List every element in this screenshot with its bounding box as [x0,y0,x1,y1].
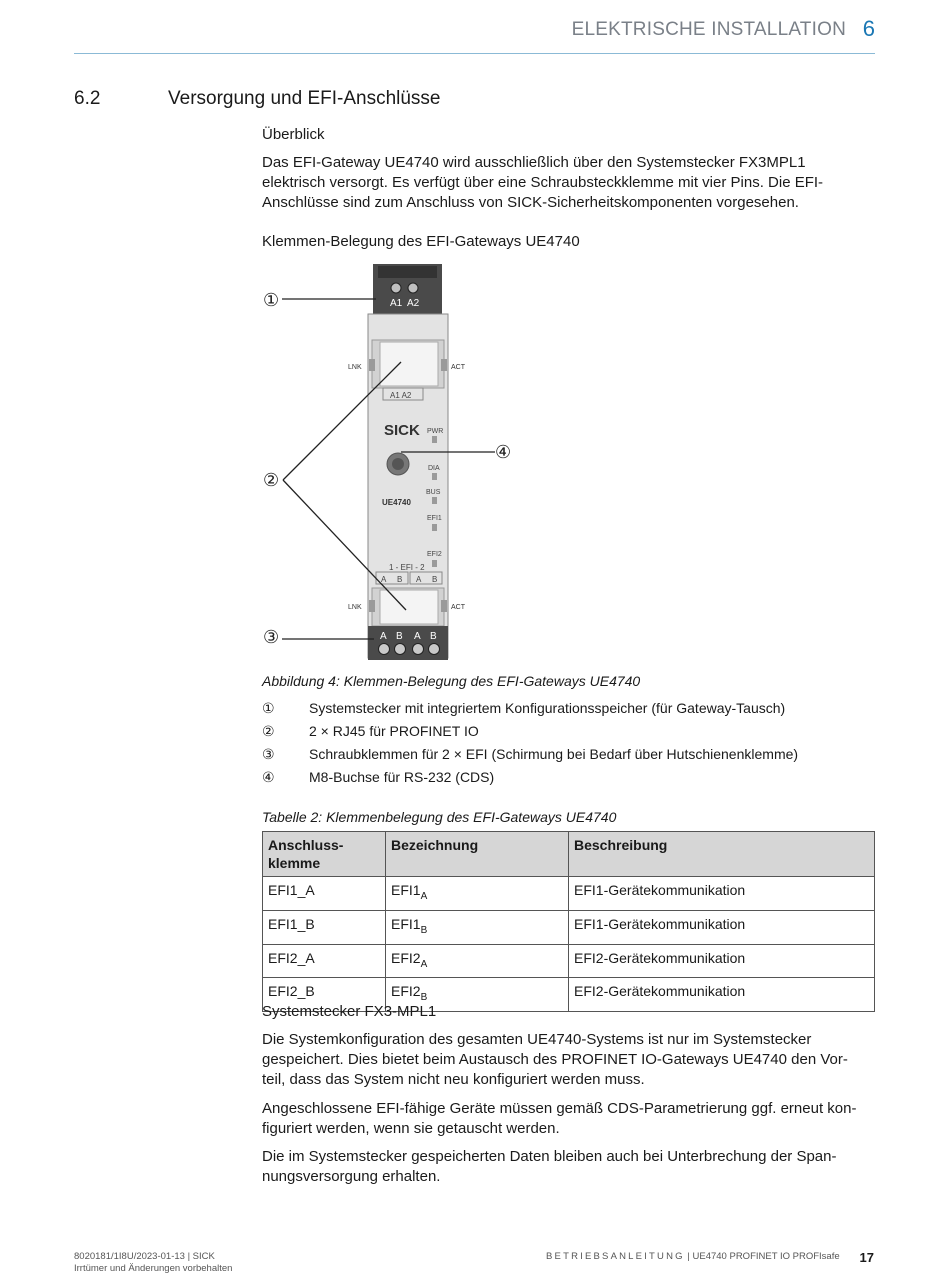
table-row: EFI2_B $EFI2_B$ EFI2-Gerätekommunikation [263,978,875,1012]
callout-3: ③ [263,627,280,647]
chapter-title: ELEKTRISCHE INSTALLATION [571,19,846,40]
svg-text:A: A [380,631,387,642]
header-rule [74,53,875,54]
rj45-port-bottom [380,590,438,624]
svg-text:B: B [432,575,438,584]
footer-manual: BETRIEBSANLEITUNG | UE4740 PROFINET IO PROFIsafe [546,1251,840,1262]
figure-heading: Klemmen-Belegung des EFI-Gateways UE4740 [262,233,580,250]
legend-item: ③ Schraubklemmen für 2 × EFI (Schirmung bei Bedarf über Hutschienenklemme) [262,746,799,762]
system-plug-paragraph-2: Angeschlossene EFI-fähige Geräte müssen gemäß CDS-Parametrierung ggf. erneut kon- figuriert werden, wenn sie getauscht werden. [262,1100,857,1137]
terminal-label: A1 A2 [390,391,412,400]
top-terminal-a1: A1 [390,298,403,309]
legend-item: ② 2 × RJ45 für PROFINET IO [262,723,479,739]
col-header-terminal: Anschluss- klemme [263,832,386,877]
svg-text:A: A [381,575,387,584]
efi-label: 1 - EFI - 2 [389,563,425,572]
system-plug-heading: Systemstecker FX3-MPL1 [262,1003,437,1020]
led-pwr-label: PWR [427,428,444,435]
led-efi1-label: EFI1 [427,515,442,522]
svg-text:B: B [396,631,403,642]
page-number: 17 [859,1250,874,1265]
rj45-port-top [380,342,438,386]
callout-1: ① [263,290,280,310]
overview-heading: Überblick [262,126,325,143]
section-title: Versorgung und EFI-Anschlüsse [168,88,441,109]
figure-caption: Abbildung 4: Klemmen-Belegung des EFI-Gateways UE4740 [262,673,641,689]
overview-paragraph: Das EFI-Gateway UE4740 wird ausschließlich über den Systemstecker FX3MPL1 elektrisch versorgt. Es verfügt über eine Schraubsteckklemme mit vier Pins. Die EFI- Anschlüsse sind zum Anschluss von SICK-Sicherheitskomponenten vorgesehen. [262,154,824,211]
svg-text:A: A [416,575,422,584]
act-label-top: ACT [451,364,465,371]
svg-text:A: A [414,631,421,642]
svg-text:B: B [397,575,403,584]
table-row: EFI2_A $EFI2_A$ EFI2-Gerätekommunikation [263,944,875,978]
lnk-label-bottom: LNK [348,604,362,611]
col-header-description: Beschreibung [569,832,875,877]
led-bus-label: BUS [426,489,441,496]
section-number: 6.2 [74,88,101,109]
col-header-name: Bezeichnung [386,832,569,877]
led-dia-label: DIA [428,465,440,472]
brand-logo: SICK [384,422,420,439]
svg-text:B: B [430,631,437,642]
system-plug-paragraph-1: Die Systemkonfiguration des gesamten UE4740-Systems ist nur im Systemstecker gespeichert. Dies bietet beim Austausch des PROFINET IO-Gateways UE4740 den Vor- teil, dass das System nicht neu konfiguriert werden muss. [262,1031,848,1088]
act-label-bottom: ACT [451,604,465,611]
table-row: EFI1_A $EFI1_A$ EFI1-Gerätekommunikation [263,877,875,911]
callout-2: ② [263,470,280,490]
footer-notice: Irrtümer und Änderungen vorbehalten [74,1263,233,1274]
callout-4: ④ [495,442,512,462]
model-label: UE4740 [382,498,411,507]
device-figure [255,258,535,668]
chapter-number: 6 [862,16,875,41]
led-efi2-label: EFI2 [427,551,442,558]
legend-item: ① Systemstecker mit integriertem Konfigurationsspeicher (für Gateway-Tausch) [262,700,786,716]
legend-item: ④ M8-Buchse für RS-232 (CDS) [262,769,495,785]
table-header-row [263,832,875,877]
table-row: EFI1_B $EFI1_B$ EFI1-Gerätekommunikation [263,910,875,944]
footer-doc-id: 8020181/1I8U/2023-01-13 | SICK [74,1251,215,1262]
footer-doc-info [74,1251,232,1275]
lnk-label-top: LNK [348,364,362,371]
system-plug-paragraph-3: Die im Systemstecker gespeicherten Daten bleiben auch bei Unterbrechung der Span- nungsversorgung erhalten. [262,1148,837,1185]
table-caption: Tabelle 2: Klemmenbelegung des EFI-Gateways UE4740 [262,809,617,825]
terminal-table [262,831,875,1012]
top-terminal-a2: A2 [407,298,420,309]
